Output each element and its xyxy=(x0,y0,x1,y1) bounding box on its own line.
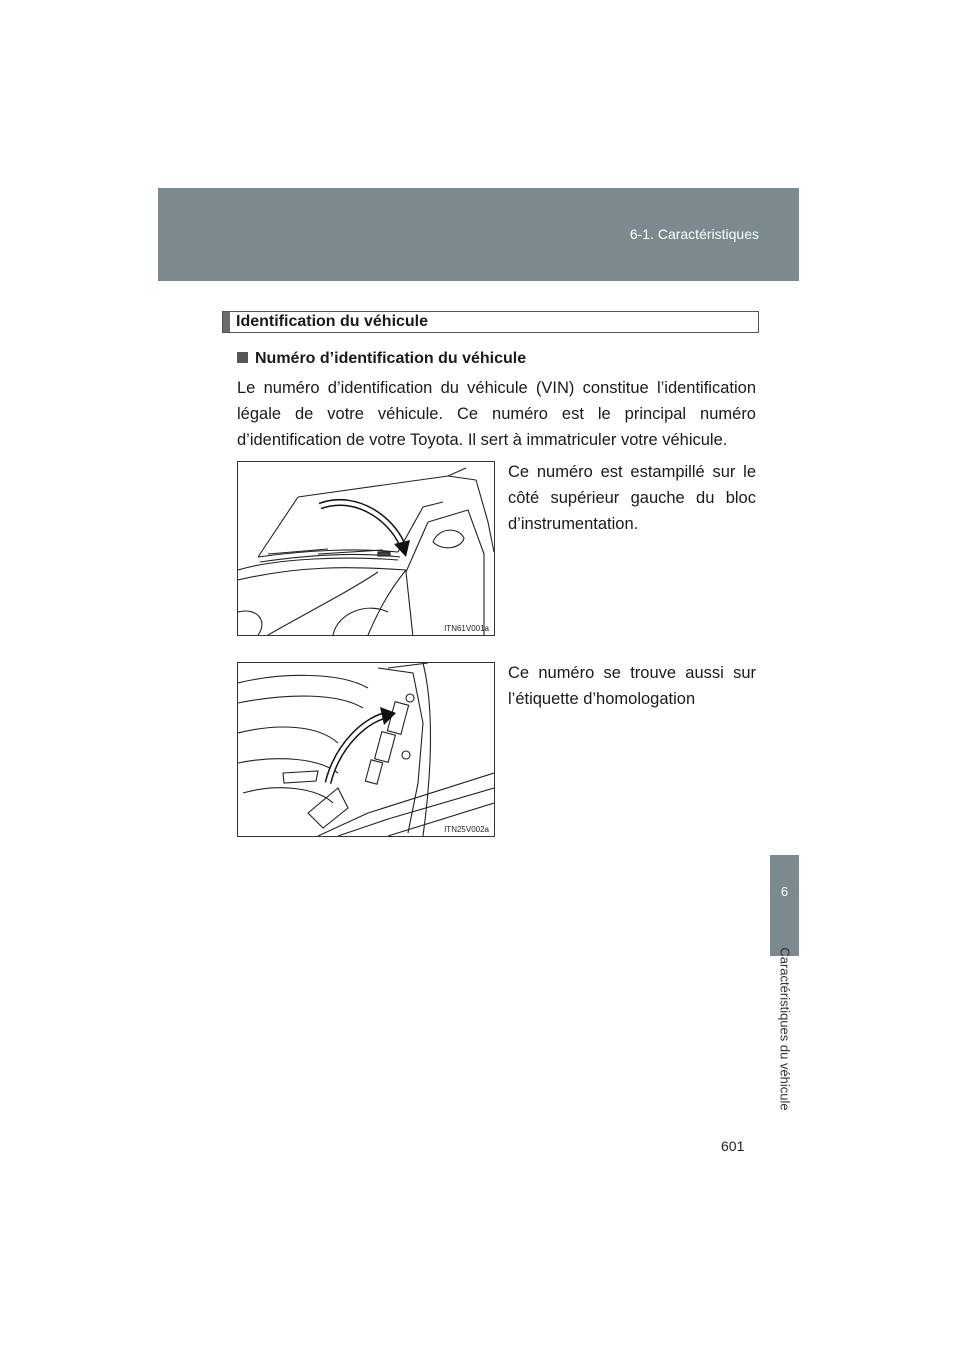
chapter-tab-number: 6 xyxy=(780,884,789,899)
intro-line: d’identification de votre Toyota. Il sert à immatriculer votre véhicule. xyxy=(237,431,728,449)
figure-code: ITN61V001a xyxy=(444,624,489,633)
figure-description xyxy=(508,660,756,712)
subsection-title: Numéro d’identification du véhicule xyxy=(255,350,527,367)
figure-vin-dashboard xyxy=(237,461,495,636)
figure-code: ITN25V002a xyxy=(444,825,489,834)
intro-line: légale de votre véhicule. Ce numéro est le principal numéro xyxy=(237,405,756,423)
chapter-tab-label-area xyxy=(770,946,799,1111)
square-bullet-icon xyxy=(237,352,248,363)
chapter-title: 6-1. Caractéristiques xyxy=(629,226,759,242)
header-band xyxy=(158,188,799,281)
description-line: l’étiquette d’homologation xyxy=(508,690,696,708)
chapter-tab[interactable] xyxy=(770,855,799,956)
door-pillar-illustration xyxy=(238,663,494,836)
description-line: Ce numéro est estampillé sur le xyxy=(508,463,756,481)
subsection-heading xyxy=(237,350,526,368)
description-line: Ce numéro se trouve aussi sur xyxy=(508,664,756,682)
intro-line: Le numéro d’identification du véhicule (VIN) constitue l’identification xyxy=(237,379,756,397)
description-line: côté supérieur gauche du bloc xyxy=(508,489,756,507)
page-number: 601 xyxy=(721,1138,745,1154)
description-line: d’instrumentation. xyxy=(508,515,639,533)
figure-description xyxy=(508,459,756,537)
figure-certification-label xyxy=(237,662,495,837)
section-heading-bar xyxy=(223,312,230,332)
car-front-illustration xyxy=(238,462,494,635)
section-title: Identification du véhicule xyxy=(236,313,429,330)
chapter-tab-label: Caractéristiques du véhicule xyxy=(777,946,792,1111)
section-heading xyxy=(222,311,759,333)
intro-paragraph xyxy=(237,375,756,453)
